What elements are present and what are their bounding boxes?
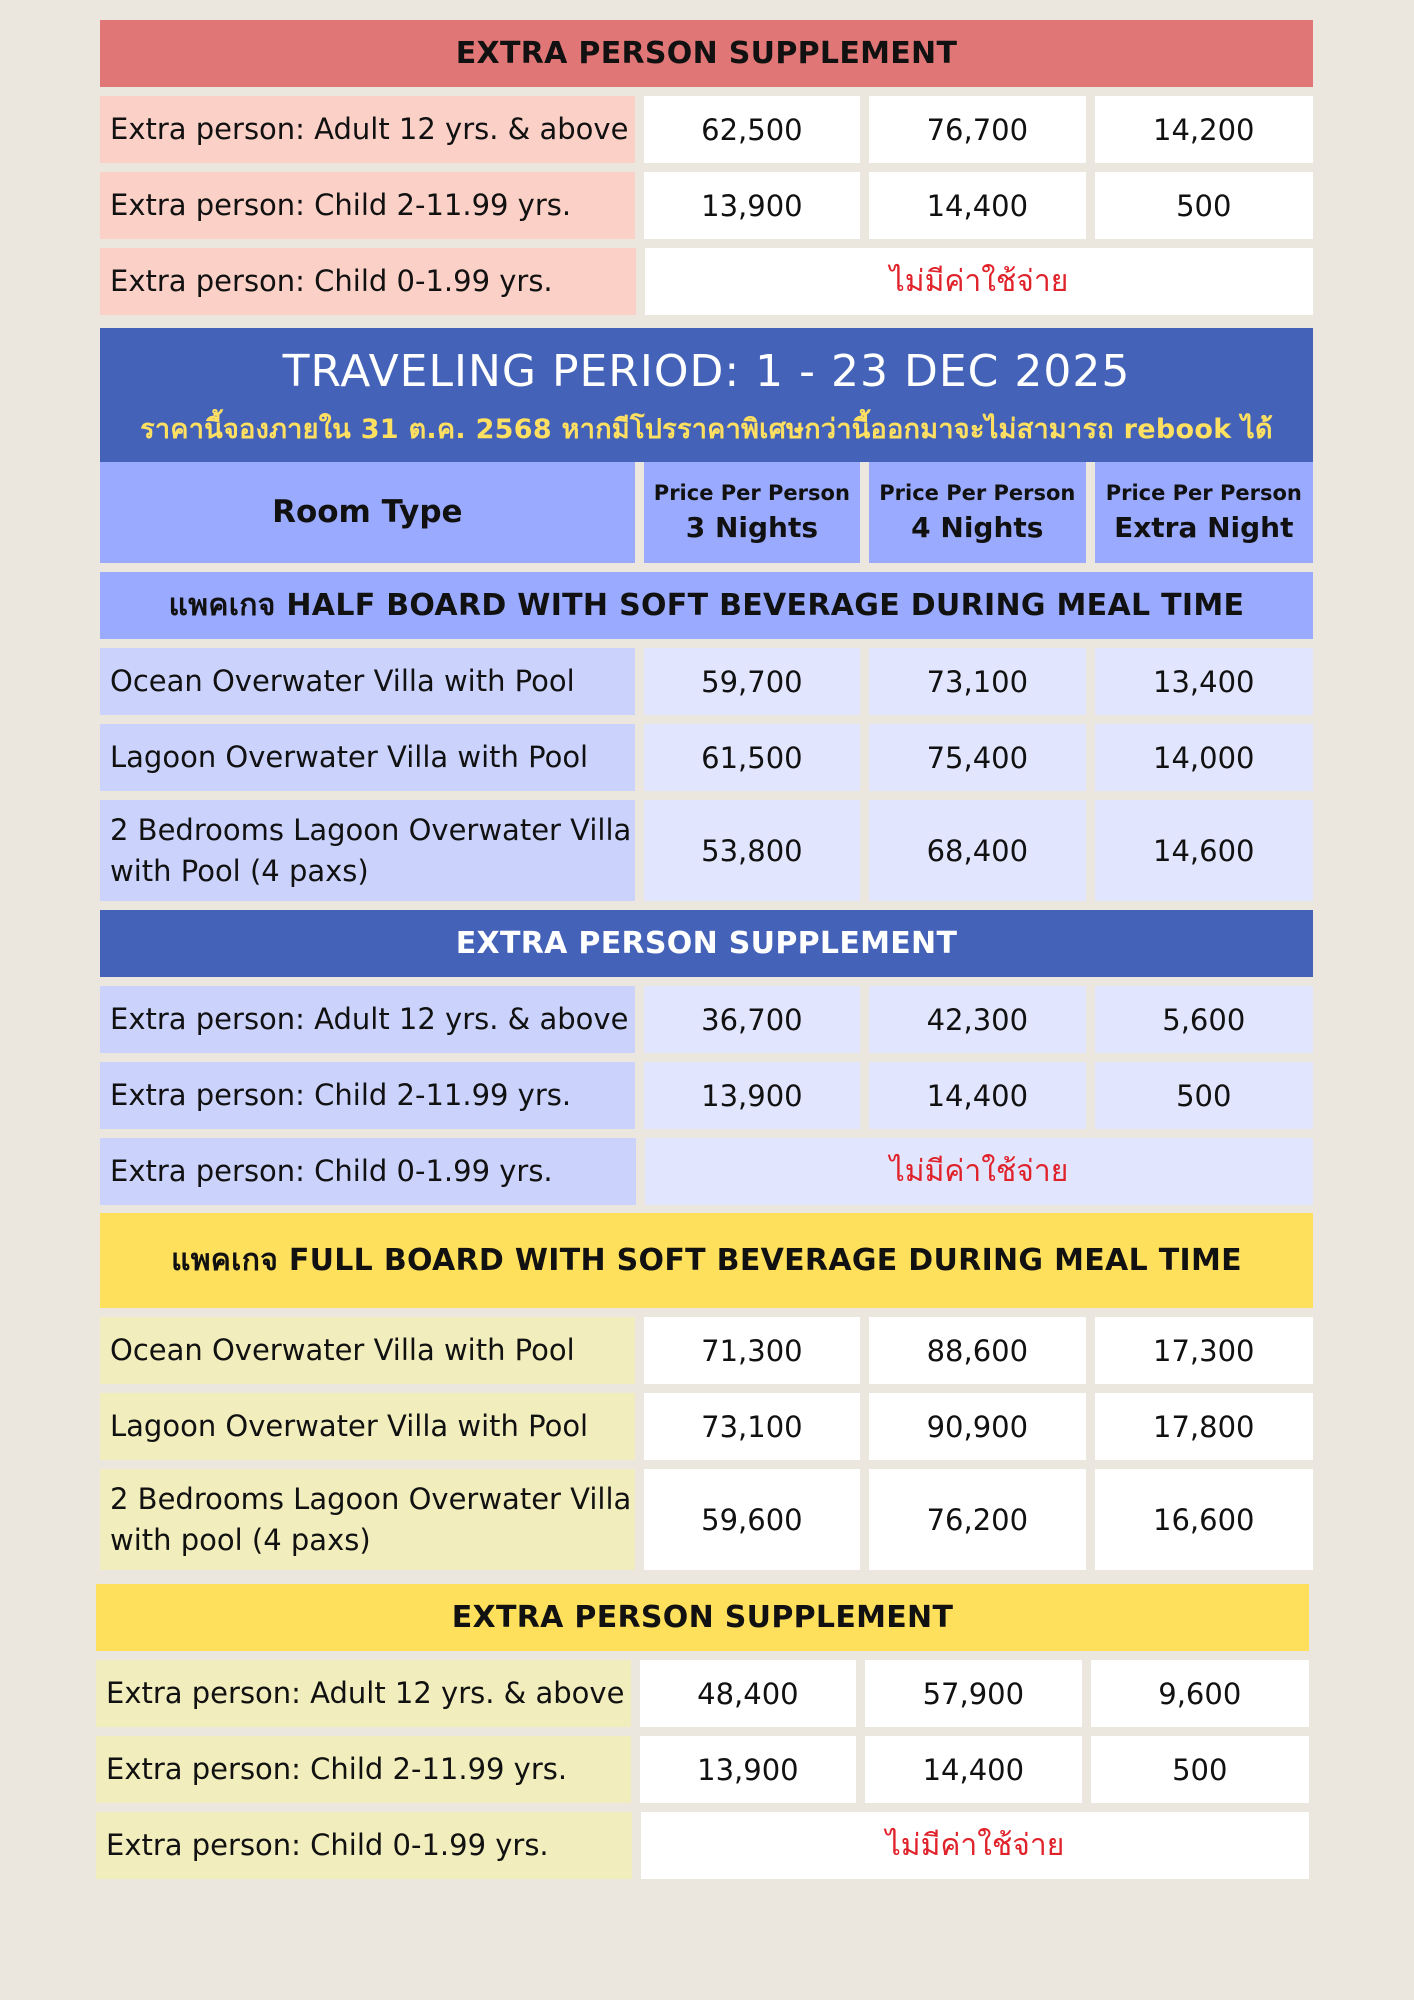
- header-4-nights: [869, 462, 1085, 563]
- table-row: [96, 1660, 1309, 1727]
- price-extra-night: 500: [1091, 1736, 1309, 1803]
- price-4-nights: 75,400: [869, 724, 1085, 791]
- price-extra-night: 13,400: [1095, 648, 1313, 715]
- price-4-nights: 14,400: [865, 1736, 1081, 1803]
- header-price-label: Price Per Person: [653, 481, 850, 505]
- section-title: EXTRA PERSON SUPPLEMENT: [96, 1584, 1309, 1651]
- package-title: แพคเกจ FULL BOARD WITH SOFT BEVERAGE DURING MEAL TIME: [100, 1213, 1313, 1308]
- row-label: Extra person: Adult 12 yrs. & above: [96, 1660, 631, 1727]
- table-row: [100, 986, 1313, 1053]
- price-extra-night: 5,600: [1095, 986, 1313, 1053]
- header-col-label: 4 Nights: [911, 511, 1044, 544]
- row-label: Lagoon Overwater Villa with Pool: [100, 1393, 635, 1460]
- top-extra-section: [100, 20, 1313, 324]
- package-title: แพคเกจ HALF BOARD WITH SOFT BEVERAGE DURING MEAL TIME: [100, 572, 1313, 639]
- free-of-charge: ไม่มีค่าใช้จ่าย: [645, 1138, 1313, 1205]
- header-price-label: Price Per Person: [879, 481, 1076, 505]
- table-row: [100, 724, 1313, 791]
- price-extra-night: 500: [1095, 172, 1313, 239]
- price-4-nights: 76,700: [869, 96, 1085, 163]
- price-3-nights: 62,500: [644, 96, 860, 163]
- full-board-extra-section: [96, 1584, 1309, 1888]
- price-3-nights: 13,900: [644, 1062, 860, 1129]
- table-row: [96, 1736, 1309, 1803]
- row-label: 2 Bedrooms Lagoon Overwater Villa with pool (4 paxs): [100, 1469, 635, 1570]
- table-row: [100, 1469, 1313, 1570]
- row-label: Ocean Overwater Villa with Pool: [100, 648, 635, 715]
- price-extra-night: 9,600: [1091, 1660, 1309, 1727]
- price-4-nights: 88,600: [869, 1317, 1085, 1384]
- section-title: EXTRA PERSON SUPPLEMENT: [100, 20, 1313, 87]
- table-row: [100, 1317, 1313, 1384]
- price-4-nights: 90,900: [869, 1393, 1085, 1460]
- price-3-nights: 61,500: [644, 724, 860, 791]
- row-label: Extra person: Adult 12 yrs. & above: [100, 96, 635, 163]
- table-row: [100, 1062, 1313, 1129]
- price-extra-night: 500: [1095, 1062, 1313, 1129]
- header-3-nights: [644, 462, 860, 563]
- header-price-label: Price Per Person: [1105, 481, 1302, 505]
- table-row: [96, 1812, 1309, 1879]
- table-row: [100, 248, 1313, 315]
- header-extra-night: [1095, 462, 1313, 563]
- free-of-charge: ไม่มีค่าใช้จ่าย: [645, 248, 1313, 315]
- header-room-type: Room Type: [100, 462, 635, 563]
- full-board-section: [100, 1213, 1313, 1579]
- price-4-nights: 42,300: [869, 986, 1085, 1053]
- header-col-label: Extra Night: [1114, 511, 1294, 544]
- price-3-nights: 59,600: [644, 1469, 860, 1570]
- price-3-nights: 53,800: [644, 800, 860, 901]
- table-header: [100, 462, 1313, 563]
- price-3-nights: 13,900: [640, 1736, 856, 1803]
- row-label: Extra person: Adult 12 yrs. & above: [100, 986, 635, 1053]
- row-label: Extra person: Child 2-11.99 yrs.: [96, 1736, 631, 1803]
- price-4-nights: 73,100: [869, 648, 1085, 715]
- price-3-nights: 71,300: [644, 1317, 860, 1384]
- free-of-charge: ไม่มีค่าใช้จ่าย: [641, 1812, 1309, 1879]
- row-label: Extra person: Child 0-1.99 yrs.: [96, 1812, 632, 1879]
- price-extra-night: 17,300: [1095, 1317, 1313, 1384]
- period-title: TRAVELING PERIOD: 1 - 23 DEC 2025: [282, 346, 1131, 397]
- section-title: EXTRA PERSON SUPPLEMENT: [100, 910, 1313, 977]
- price-4-nights: 57,900: [865, 1660, 1081, 1727]
- price-extra-night: 14,200: [1095, 96, 1313, 163]
- half-board-section: [100, 328, 1313, 1214]
- price-extra-night: 16,600: [1095, 1469, 1313, 1570]
- price-3-nights: 73,100: [644, 1393, 860, 1460]
- header-col-label: 3 Nights: [685, 511, 819, 544]
- table-row: [100, 648, 1313, 715]
- price-3-nights: 36,700: [644, 986, 860, 1053]
- table-row: [100, 1393, 1313, 1460]
- price-extra-night: 14,000: [1095, 724, 1313, 791]
- booking-note: ราคานี้จองภายใน 31 ต.ค. 2568 หากมีโปรราคาพิเศษกว่านี้ออกมาจะไม่สามารถ rebook ได้: [140, 414, 1273, 445]
- table-row: [100, 800, 1313, 901]
- price-3-nights: 13,900: [644, 172, 860, 239]
- price-4-nights: 14,400: [869, 172, 1085, 239]
- row-label: Extra person: Child 2-11.99 yrs.: [100, 172, 635, 239]
- price-4-nights: 68,400: [869, 800, 1085, 901]
- table-row: [100, 172, 1313, 239]
- table-row: [100, 1138, 1313, 1205]
- row-label: 2 Bedrooms Lagoon Overwater Villa with Pool (4 paxs): [100, 800, 635, 901]
- price-3-nights: 59,700: [644, 648, 860, 715]
- row-label: Extra person: Child 2-11.99 yrs.: [100, 1062, 635, 1129]
- table-row: [100, 96, 1313, 163]
- row-label: Ocean Overwater Villa with Pool: [100, 1317, 635, 1384]
- price-4-nights: 14,400: [869, 1062, 1085, 1129]
- price-extra-night: 14,600: [1095, 800, 1313, 901]
- price-4-nights: 76,200: [869, 1469, 1085, 1570]
- row-label: Lagoon Overwater Villa with Pool: [100, 724, 635, 791]
- row-label: Extra person: Child 0-1.99 yrs.: [100, 1138, 636, 1205]
- period-banner: [100, 328, 1313, 462]
- price-extra-night: 17,800: [1095, 1393, 1313, 1460]
- row-label: Extra person: Child 0-1.99 yrs.: [100, 248, 636, 315]
- price-3-nights: 48,400: [640, 1660, 856, 1727]
